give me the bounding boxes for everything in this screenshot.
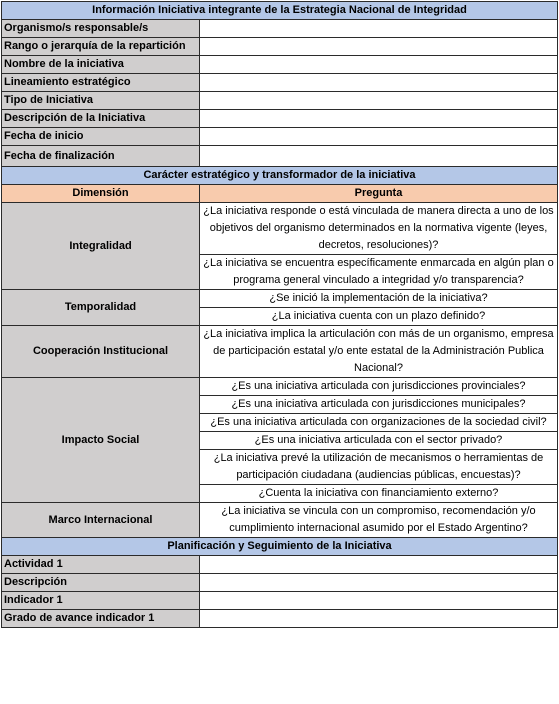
form-row xyxy=(2,74,558,92)
form-row xyxy=(2,38,558,56)
field-label-lineamiento: Lineamiento estratégico xyxy=(2,74,200,92)
form-row xyxy=(2,128,558,146)
dimension-impacto-social: Impacto Social xyxy=(2,378,200,503)
form-row xyxy=(2,20,558,38)
question-row xyxy=(2,503,558,538)
column-header-question: Pregunta xyxy=(200,185,558,203)
section-title-info: Información Iniciativa integrante de la Estrategia Nacional de Integridad xyxy=(2,2,558,20)
form-row xyxy=(2,56,558,74)
section-header-planning xyxy=(2,538,558,556)
dimension-integralidad: Integralidad xyxy=(2,203,200,290)
question-impacto-1: ¿Es una iniciativa articulada con jurisdicciones provinciales? xyxy=(200,378,558,396)
field-value-descripcion[interactable] xyxy=(200,110,558,128)
field-label-descripcion: Descripción de la Iniciativa xyxy=(2,110,200,128)
field-value-fecha-inicio[interactable] xyxy=(200,128,558,146)
dimension-temporalidad: Temporalidad xyxy=(2,290,200,326)
field-value-lineamiento[interactable] xyxy=(200,74,558,92)
column-header-dimension: Dimensión xyxy=(2,185,200,203)
field-label-rango: Rango o jerarquía de la repartición xyxy=(2,38,200,56)
field-value-rango[interactable] xyxy=(200,38,558,56)
column-header-row xyxy=(2,185,558,203)
form-row xyxy=(2,610,558,628)
question-temporalidad-2: ¿La iniciativa cuenta con un plazo definido? xyxy=(200,308,558,326)
field-value-grado-avance[interactable] xyxy=(200,610,558,628)
field-value-nombre[interactable] xyxy=(200,56,558,74)
section-title-planning: Planificación y Seguimiento de la Iniciativa xyxy=(2,538,558,556)
question-impacto-4: ¿Es una iniciativa articulada con el sector privado? xyxy=(200,432,558,450)
field-label-grado-avance: Grado de avance indicador 1 xyxy=(2,610,200,628)
field-label-tipo: Tipo de Iniciativa xyxy=(2,92,200,110)
form-row xyxy=(2,92,558,110)
question-marco-1: ¿La iniciativa se vincula con un compromiso, recomendación y/o cumplimiento internacional asumido por el Estado Argentino? xyxy=(200,503,558,538)
section-title-strategic: Carácter estratégico y transformador de la iniciativa xyxy=(2,167,558,185)
question-integralidad-2: ¿La iniciativa se encuentra específicamente enmarcada en algún plan o programa general vinculado a integridad y/o transparencia? xyxy=(200,255,558,290)
form-row xyxy=(2,146,558,167)
form-row xyxy=(2,574,558,592)
dimension-marco-internacional: Marco Internacional xyxy=(2,503,200,538)
field-value-descripcion-actividad[interactable] xyxy=(200,574,558,592)
question-row xyxy=(2,203,558,255)
question-integralidad-1: ¿La iniciativa responde o está vinculada de manera directa a uno de los objetivos del organismo determinados en la normativa vigente (leyes, decretos, resoluciones)? xyxy=(200,203,558,255)
field-label-actividad: Actividad 1 xyxy=(2,556,200,574)
field-value-tipo[interactable] xyxy=(200,92,558,110)
question-impacto-2: ¿Es una iniciativa articulada con jurisdicciones municipales? xyxy=(200,396,558,414)
dimension-cooperacion: Cooperación Institucional xyxy=(2,326,200,378)
field-label-fecha-inicio: Fecha de inicio xyxy=(2,128,200,146)
form-row xyxy=(2,592,558,610)
field-label-indicador: Indicador 1 xyxy=(2,592,200,610)
question-cooperacion-1: ¿La iniciativa implica la articulación con más de un organismo, empresa de participación estatal y/o ente estatal de la Administración Publica Nacional? xyxy=(200,326,558,378)
question-row xyxy=(2,378,558,396)
section-header-strategic xyxy=(2,167,558,185)
question-impacto-3: ¿Es una iniciativa articulada con organizaciones de la sociedad civil? xyxy=(200,414,558,432)
question-temporalidad-1: ¿Se inició la implementación de la iniciativa? xyxy=(200,290,558,308)
form-row xyxy=(2,110,558,128)
question-impacto-5: ¿La iniciativa prevé la utilización de mecanismos o herramientas de participación ciudadana (audiencias públicas, encuestas)? xyxy=(200,450,558,485)
question-row xyxy=(2,290,558,308)
field-value-actividad[interactable] xyxy=(200,556,558,574)
field-label-descripcion-actividad: Descripción xyxy=(2,574,200,592)
field-value-fecha-fin[interactable] xyxy=(200,146,558,167)
integrity-initiative-form xyxy=(1,1,558,628)
field-label-organismo: Organismo/s responsable/s xyxy=(2,20,200,38)
form-row xyxy=(2,556,558,574)
field-value-indicador[interactable] xyxy=(200,592,558,610)
field-value-organismo[interactable] xyxy=(200,20,558,38)
question-impacto-6: ¿Cuenta la iniciativa con financiamiento externo? xyxy=(200,485,558,503)
question-row xyxy=(2,326,558,378)
field-label-fecha-fin: Fecha de finalización xyxy=(2,146,200,167)
field-label-nombre: Nombre de la iniciativa xyxy=(2,56,200,74)
section-header-info xyxy=(2,2,558,20)
